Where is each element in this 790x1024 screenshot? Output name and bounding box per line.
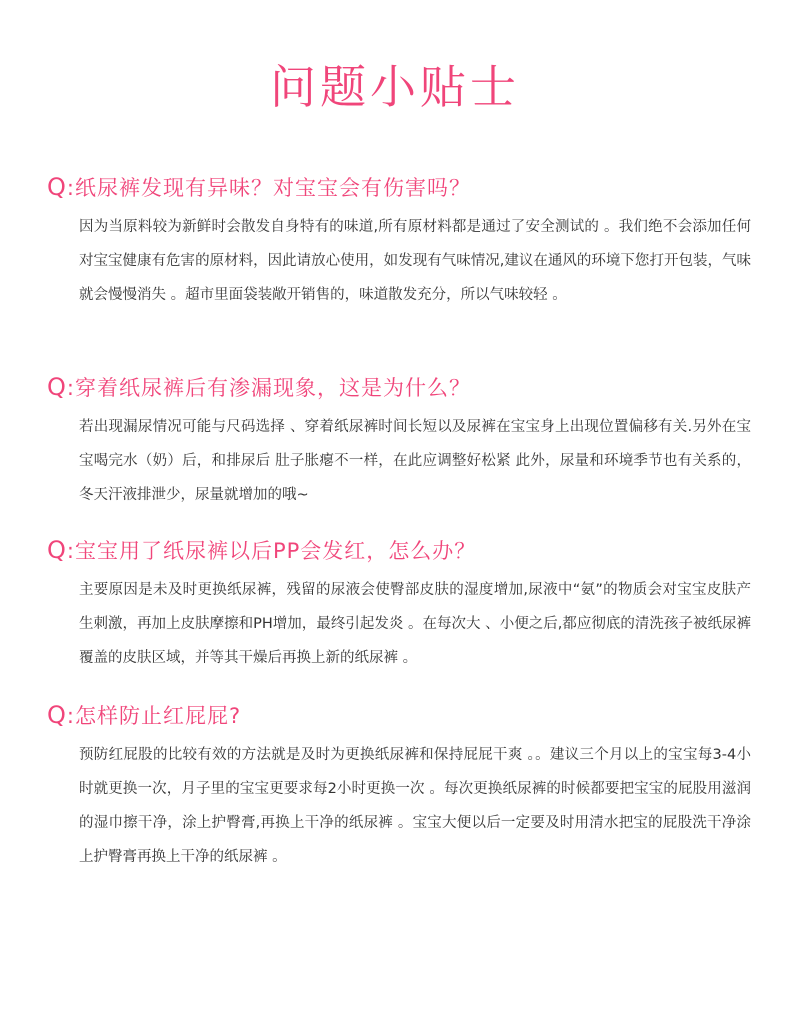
question-heading [47, 535, 476, 566]
page-title: 问题小贴士 [270, 60, 520, 114]
question-heading [47, 172, 471, 203]
answer-text: 预防红屁股的比较有效的方法就是及时为更换纸尿裤和保持屁屁干爽 。。建议三个月以上的宝宝每3-4小时就更换一次，月子里的宝宝更要求每2小时更换一次 。每次更换纸尿裤的时候都要把宝宝的屁股用滋润的湿巾擦干净，涂上护臀膏,再换上干净的纸尿裤 。宝宝大便以后一定要及时用清水把宝的屁股洗干净涂上护臀膏再换上干净的纸尿裤 。 [79, 747, 751, 865]
answer-text: 主要原因是未及时更换纸尿裤，残留的尿液会使臀部皮肤的湿度增加,尿液中“氨”的物质会对宝宝皮肤产生刺激，再加上皮肤摩擦和PH增加，最终引起发炎 。在每次大 、小便之后,都应彻底的清洗孩子被纸尿裤覆盖的皮肤区域，并等其干燥后再换上新的纸尿裤 。 [79, 582, 751, 666]
question-text: :穿着纸尿裤后有渗漏现象，这是为什么？ [66, 376, 471, 400]
answer-text: 若出现漏尿情况可能与尺码选择 、穿着纸尿裤时间长短以及尿裤在宝宝身上出现位置偏移有关.另外在宝宝喝完水（奶）后，和排尿后 肚子胀瘪不一样，在此应调整好松紧 此外，尿量和环境季节也有关系的，冬天汗液排泄少，尿量就增加的哦~ [79, 419, 751, 503]
question-text: :宝宝用了纸尿裤以后PP会发红，怎么办？ [66, 539, 477, 563]
question-heading [47, 700, 241, 731]
answer-text: 因为当原料较为新鲜时会散发自身特有的味道,所有原材料都是通过了安全测试的 。我们绝不会添加任何对宝宝健康有危害的原材料，因此请放心使用，如发现有气味情况,建议在通风的环境下您打开包装，气味就会慢慢消失 。超市里面袋装敞开销售的，味道散发充分，所以气味较轻 。 [79, 219, 751, 303]
q-mark: Q [47, 701, 67, 729]
question-text: :纸尿裤发现有异味？对宝宝会有伤害吗？ [66, 176, 471, 200]
question-text: :怎样防止红屁屁? [66, 704, 242, 728]
q-mark: Q [47, 173, 67, 201]
q-mark: Q [47, 536, 67, 564]
question-heading [47, 372, 471, 403]
q-mark: Q [47, 373, 67, 401]
